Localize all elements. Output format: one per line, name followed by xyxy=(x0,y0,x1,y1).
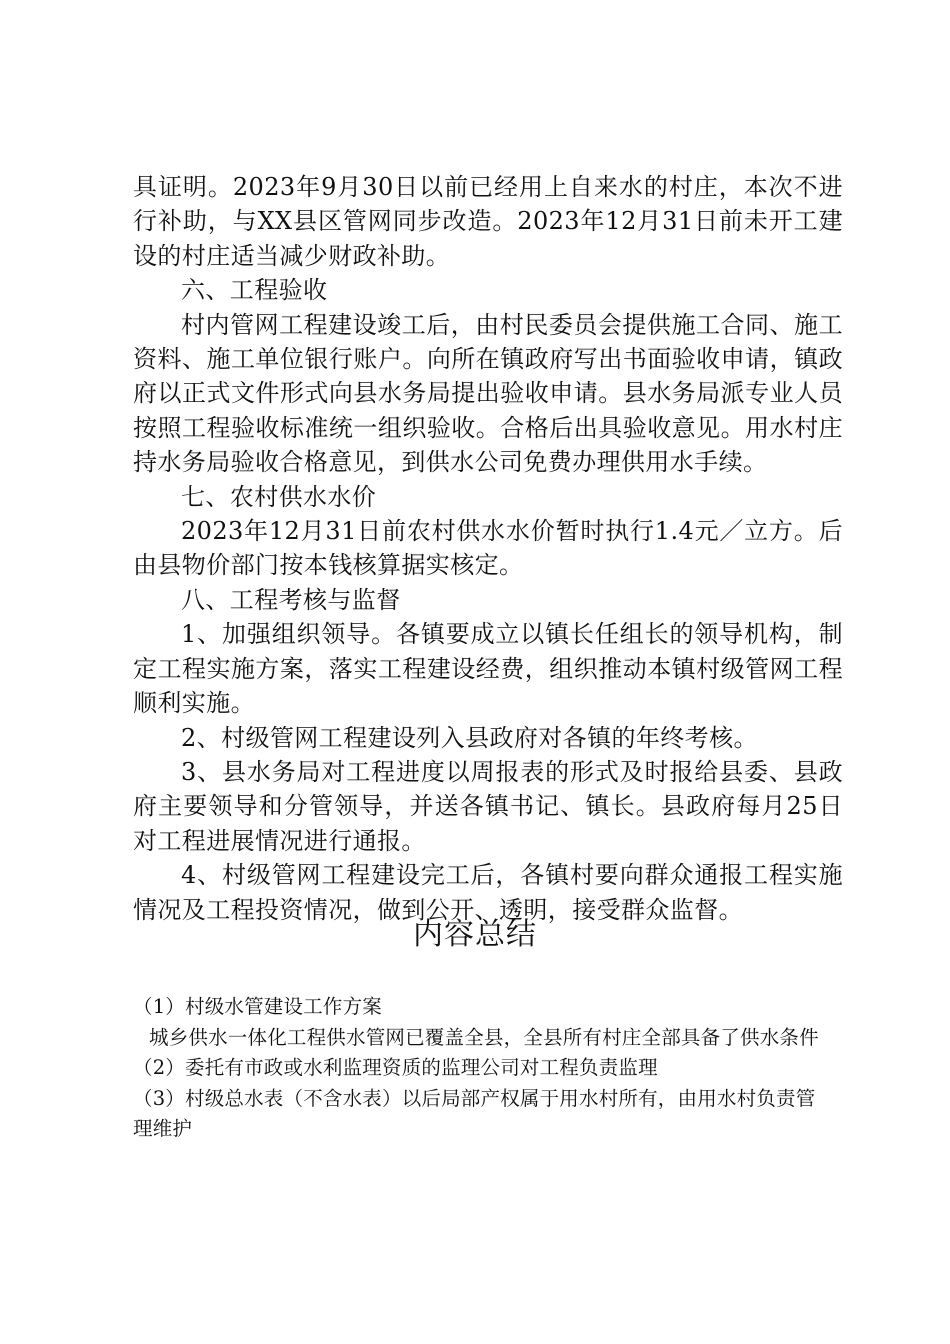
heading-section-7: 七、农村供水水价 xyxy=(181,482,377,511)
heading-section-6: 六、工程验收 xyxy=(181,276,328,305)
summary-item-2: （2）委托有市政或水利监理资质的监理公司对工程负责监理 xyxy=(133,1056,658,1080)
summary-title: 内容总结 xyxy=(413,917,537,952)
paragraph-item-4: 4、村级管网工程建设完工后，各镇村要向群众通报工程实施情况及工程投资情况，做到公开、透明，接受群众监督。 xyxy=(133,861,843,924)
heading-section-8: 八、工程考核与监督 xyxy=(181,585,401,614)
paragraph-acceptance: 村内管网工程建设竣工后，由村民委员会提供施工合同、施工资料、施工单位银行账户。向所在镇政府写出书面验收申请，镇政府以正式文件形式向县水务局提出验收申请。县水务局派专业人员按照工程验收标准统一组织验收。合格后出具验收意见。用水村庄持水务局验收合格意见，到供水公司免费办理供用水手续。 xyxy=(133,310,843,477)
paragraph-subsidy-note: 具证明。2023年9月30日以前已经用上自来水的村庄，本次不进行补助，与XX县区管网同步改造。2023年12月31日前未开工建设的村庄适当减少财政补助。 xyxy=(133,173,843,270)
paragraph-water-price: 2023年12月31日前农村供水水价暂时执行1.4元／立方。后由县物价部门按本钱核算据实核定。 xyxy=(133,517,843,580)
paragraph-item-1: 1、加强组织领导。各镇要成立以镇长任组长的领导机构，制定工程实施方案，落实工程建设经费，组织推动本镇村级管网工程顺利实施。 xyxy=(133,620,843,718)
body-text xyxy=(133,170,843,927)
paragraph-item-3: 3、县水务局对工程进度以周报表的形式及时报给县委、县政府主要领导和分管领导，并送各镇书记、镇长。县政府每月25日对工程进展情况进行通报。 xyxy=(133,757,843,855)
summary-item-3: （3）村级总水表（不含水表）以后局部产权属于用水村所有，由用水村负责管理维护 xyxy=(133,1086,816,1141)
summary-item-1-detail: 城乡供水一体化工程供水管网已覆盖全县，全县所有村庄全部具备了供水条件 xyxy=(149,1025,819,1049)
summary-list xyxy=(133,992,833,1145)
summary-item-1: （1）村级水管建设工作方案 xyxy=(133,995,383,1018)
paragraph-item-2: 2、村级管网工程建设列入县政府对各镇的年终考核。 xyxy=(181,723,758,752)
